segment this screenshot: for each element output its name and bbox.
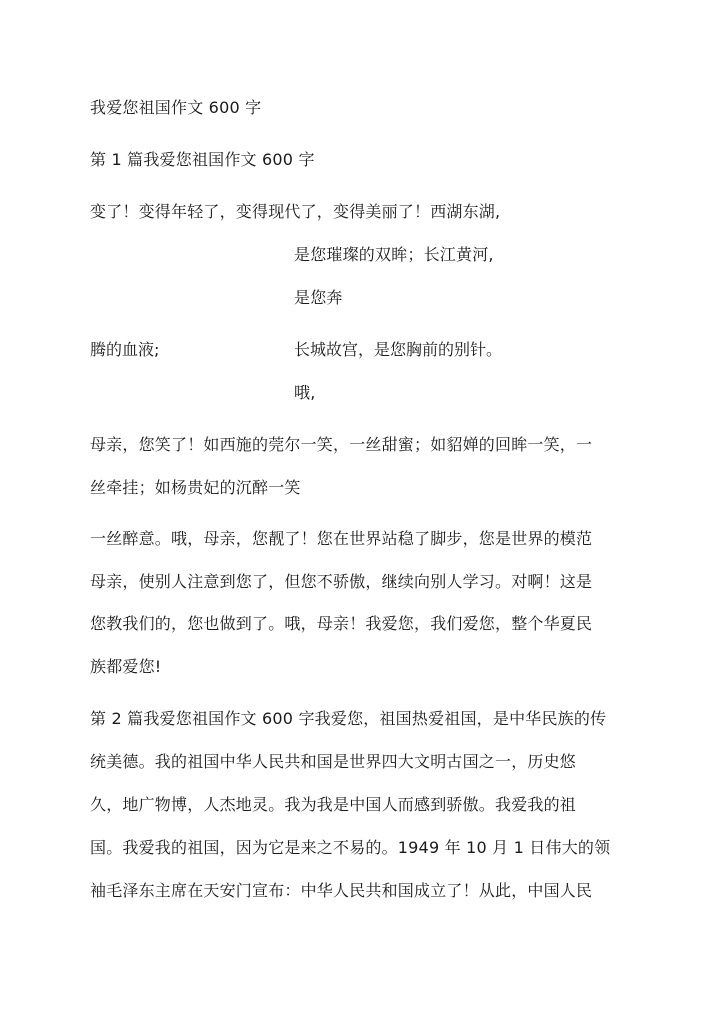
document-title: 我爱您祖国作文 600 字: [90, 98, 262, 117]
poem-line-4-right: 长城故宫，是您胸前的别针。: [294, 340, 503, 359]
paragraph-2-line-2: 母亲，使别人注意到您了，但您不骄傲，继续向别人学习。对啊！这是: [90, 572, 593, 591]
paragraph-1-line-2: 丝牵挂；如杨贵妃的沉醉一笑: [90, 478, 301, 497]
paragraph-2-line-3: 您教我们的，您也做到了。哦，母亲！我爱您，我们爱您，整个华夏民: [90, 614, 593, 633]
poem-line-3: 是您奔: [294, 288, 343, 307]
poem-line-1: 变了！变得年轻了，变得现代了，变得美丽了！西湖东湖,: [90, 202, 501, 221]
poem-line-2: 是您璀璨的双眸；长江黄河,: [294, 245, 494, 264]
poem-line-4-left: 腾的血液;: [90, 340, 160, 359]
poem-line-5: 哦,: [294, 383, 316, 402]
paragraph-2-line-1: 一丝醉意。哦，母亲，您靓了！您在世界站稳了脚步，您是世界的模范: [90, 529, 593, 548]
paragraph-3-line-3: 久，地广物博，人杰地灵。我为我是中国人而感到骄傲。我爱我的祖: [90, 795, 577, 814]
section-heading-1: 第 1 篇我爱您祖国作文 600 字: [90, 150, 315, 169]
paragraph-1-line-1: 母亲，您笑了！如西施的莞尔一笑，一丝甜蜜；如貂婵的回眸一笑，一: [90, 435, 593, 454]
paragraph-2-line-4: 族都爱您!: [90, 657, 162, 676]
paragraph-3-line-5: 袖毛泽东主席在天安门宣布：中华人民共和国成立了！从此，中国人民: [90, 881, 593, 900]
paragraph-3-line-4: 国。我爱我的祖国，因为它是来之不易的。1949 年 10 月 1 日伟大的领: [90, 838, 611, 857]
paragraph-3-line-2: 统美德。我的祖国中华人民共和国是世界四大文明古国之一，历史悠: [90, 752, 577, 771]
paragraph-3-line-1: 第 2 篇我爱您祖国作文 600 字我爱您，祖国热爱祖国，是中华民族的传: [90, 709, 607, 728]
